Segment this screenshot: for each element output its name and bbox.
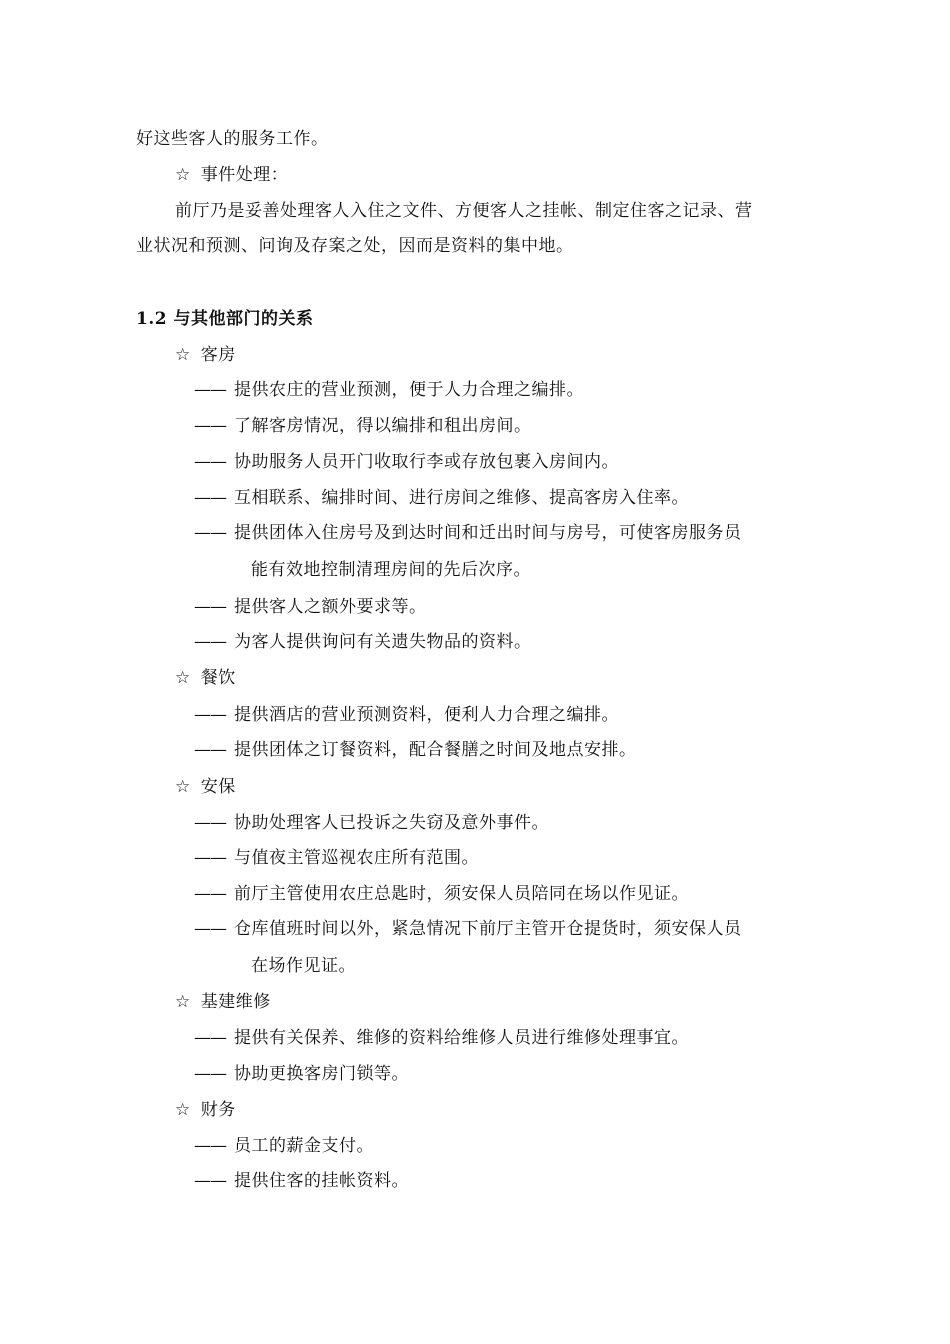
dash-icon: ——: [194, 740, 226, 760]
department-heading: [175, 343, 236, 367]
list-item: [194, 630, 532, 654]
paragraph-line: 业状况和预测、问询及存案之处，因而是资料的集中地。: [136, 236, 574, 256]
list-item: [194, 486, 689, 510]
dash-icon: ——: [194, 919, 226, 939]
department-name: 基建维修: [200, 992, 271, 1012]
dash-icon: ——: [194, 1028, 226, 1048]
list-item: [194, 378, 584, 402]
list-item: [194, 703, 619, 727]
list-item-text: 提供团体入住房号及到达时间和迁出时间与房号，可使客房服务员: [234, 523, 742, 543]
list-item-continuation: 能有效地控制清理房间的先后次序。: [251, 560, 531, 580]
event-handling-label: 事件处理：: [200, 165, 289, 185]
event-handling-heading: [175, 163, 288, 187]
list-item: [194, 846, 479, 870]
dash-icon: ——: [194, 632, 226, 652]
department-heading: [175, 775, 236, 799]
list-item: [194, 1026, 689, 1050]
department-name: 财务: [200, 1100, 236, 1120]
dash-icon: ——: [194, 705, 226, 725]
list-item-text: 前厅主管使用农庄总匙时，须安保人员陪同在场以作见证。: [234, 884, 689, 904]
star-icon: ☆: [175, 345, 191, 365]
list-item: [194, 450, 619, 474]
list-item-text: 协助处理客人已投诉之失窃及意外事件。: [234, 813, 549, 833]
list-item-text: 仓库值班时间以外，紧急情况下前厅主管开仓提货时，须安保人员: [234, 919, 742, 939]
list-item: [194, 738, 637, 762]
department-heading: [175, 990, 271, 1014]
department-name: 餐饮: [200, 668, 236, 688]
list-item-text: 了解客房情况，得以编排和租出房间。: [234, 416, 532, 436]
section-heading: [136, 307, 314, 331]
list-item-text: 员工的薪金支付。: [234, 1136, 374, 1156]
list-item: [194, 595, 427, 619]
section-number: 1.2: [136, 309, 168, 329]
list-item-text: 协助更换客房门锁等。: [234, 1064, 409, 1084]
list-item-text: 为客人提供询问有关遗失物品的资料。: [234, 632, 532, 652]
list-item-text: 提供住客的挂帐资料。: [234, 1171, 409, 1191]
star-icon: ☆: [175, 668, 191, 688]
dash-icon: ——: [194, 597, 226, 617]
list-item: [194, 811, 549, 835]
dash-icon: ——: [194, 813, 226, 833]
dash-icon: ——: [194, 380, 226, 400]
list-item-text: 提供酒店的营业预测资料，便利人力合理之编排。: [234, 705, 619, 725]
department-name: 客房: [200, 345, 236, 365]
list-item-text: 提供有关保养、维修的资料给维修人员进行维修处理事宜。: [234, 1028, 689, 1048]
dash-icon: ——: [194, 488, 226, 508]
list-item-text: 提供团体之订餐资料，配合餐膳之时间及地点安排。: [234, 740, 637, 760]
dash-icon: ——: [194, 1136, 226, 1156]
dash-icon: ——: [194, 1064, 226, 1084]
list-item-text: 提供农庄的营业预测，便于人力合理之编排。: [234, 380, 584, 400]
section-title: 与其他部门的关系: [173, 309, 314, 329]
list-item: [194, 1169, 409, 1193]
star-icon: ☆: [175, 992, 191, 1012]
list-item: [194, 882, 689, 906]
list-item: [194, 521, 742, 545]
list-item: [194, 1134, 374, 1158]
list-item-continuation: 在场作见证。: [251, 956, 356, 976]
list-item: [194, 1062, 409, 1086]
dash-icon: ——: [194, 452, 226, 472]
dash-icon: ——: [194, 848, 226, 868]
list-item-text: 协助服务人员开门收取行李或存放包裹入房间内。: [234, 452, 619, 472]
star-icon: ☆: [175, 777, 191, 797]
dash-icon: ——: [194, 523, 226, 543]
list-item: [194, 917, 742, 941]
department-heading: [175, 1098, 236, 1122]
list-item-text: 互相联系、编排时间、进行房间之维修、提高客房入住率。: [234, 488, 689, 508]
department-heading: [175, 666, 236, 690]
dash-icon: ——: [194, 1171, 226, 1191]
star-icon: ☆: [175, 165, 191, 185]
list-item-text: 与值夜主管巡视农庄所有范围。: [234, 848, 479, 868]
list-item: [194, 414, 532, 438]
list-item-text: 提供客人之额外要求等。: [234, 597, 427, 617]
department-name: 安保: [200, 777, 236, 797]
star-icon: ☆: [175, 1100, 191, 1120]
intro-line: 好这些客人的服务工作。: [136, 129, 329, 149]
dash-icon: ——: [194, 884, 226, 904]
paragraph-line: 前厅乃是妥善处理客人入住之文件、方便客人之挂帐、制定住客之记录、营: [175, 201, 753, 221]
dash-icon: ——: [194, 416, 226, 436]
